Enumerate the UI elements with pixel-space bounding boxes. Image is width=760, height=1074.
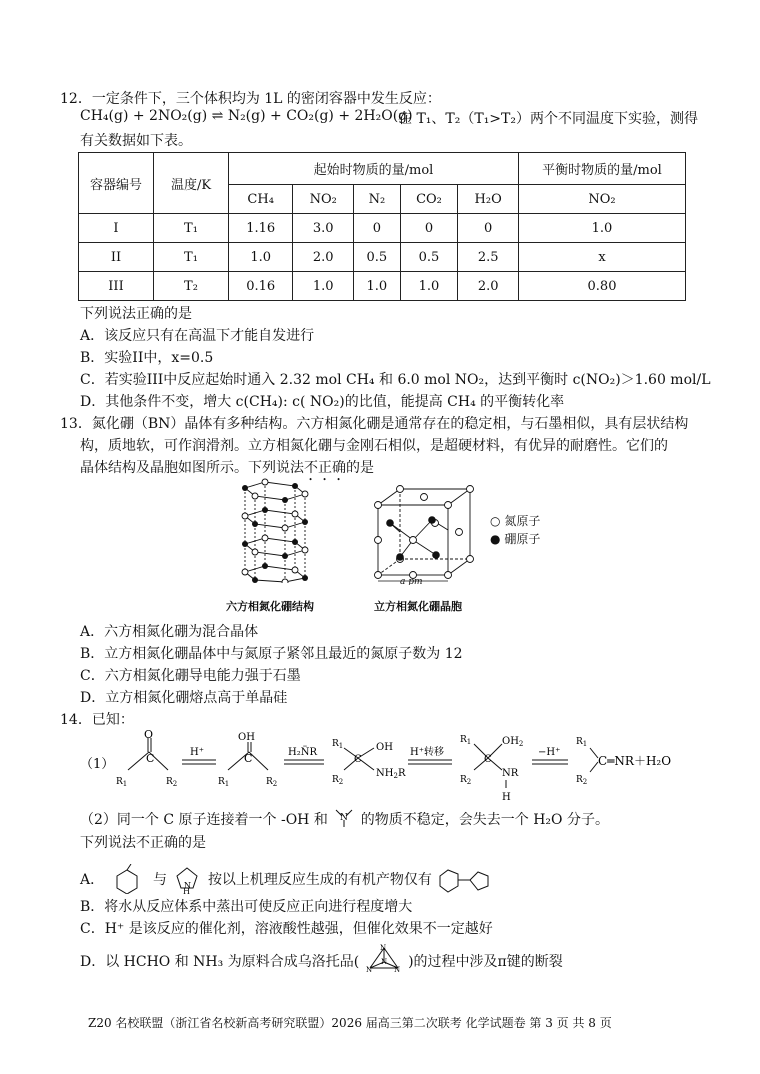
q14-stem: 14．已知： (60, 712, 134, 728)
open-circle-icon: ○ (490, 514, 501, 528)
q13-line3-text: 晶体结构及晶胞如图所示。下列说法 (80, 460, 304, 476)
cell: 0.80 (519, 272, 686, 301)
cell: x (519, 243, 686, 272)
q14-part2 (80, 808, 609, 829)
cell: 3.0 (293, 214, 354, 243)
svg-text:OH: OH (238, 732, 255, 743)
urotropine-icon (364, 944, 404, 976)
legend-boron-label: 硼原子 (504, 532, 541, 546)
q12-stem3: 有关数据如下表。 (80, 133, 192, 149)
q13-option-d: D．立方相氮化硼熔点高于单晶硅 (80, 690, 288, 706)
cell: 2.0 (293, 243, 354, 272)
svg-text:OH2: $OH_2$ (502, 736, 524, 748)
q13-option-a: A．六方相氮化硼为混合晶体 (80, 624, 259, 640)
arrow-label-4: −H⁺ (538, 747, 561, 758)
svg-text:N: N (380, 958, 387, 966)
col-no2: NO₂ (293, 185, 354, 214)
legend-nitrogen (490, 512, 540, 529)
cell: 2.5 (458, 243, 519, 272)
q14-part2-text-end: 的物质不稳定，会失去一个 H₂O 分子。 (360, 812, 609, 828)
q14-option-a (80, 864, 496, 894)
col-h2o: H₂O (458, 185, 519, 214)
col-n2: N₂ (354, 185, 401, 214)
cell: 1.0 (519, 214, 686, 243)
col-ch4: CH₄ (229, 185, 293, 214)
cell: 1.16 (229, 214, 293, 243)
svg-text:N: N (340, 813, 349, 823)
table-row (79, 214, 686, 243)
pyrrolidine-icon (171, 864, 203, 894)
q13-line1: 13．氮化硼（BN）晶体有多种结构。六方相氮化硼是通常存在的稳定相，与石墨相似，具有层状结构 (60, 416, 689, 432)
svg-text:R2: $R_2$ (332, 775, 344, 786)
svg-text:C: C (244, 752, 253, 765)
cell: 1.0 (400, 272, 458, 301)
legend-nitrogen-label: 氮原子 (504, 514, 541, 528)
svg-text:N: N (365, 966, 372, 974)
cell: 0 (400, 214, 458, 243)
svg-text:R2: $R_2$ (266, 777, 278, 788)
q13-emphasis: 不正确 (304, 460, 346, 476)
q13-option-b: B．立方相氮化硼晶体中与氮原子紧邻且最近的氮原子数为 12 (80, 646, 463, 662)
svg-text:R1: $R_1$ (116, 777, 128, 788)
cell: 0 (354, 214, 401, 243)
q14-option-b: B．将水从反应体系中蒸出可使反应正向进行程度增大 (80, 899, 413, 915)
svg-text:R2: $R_2$ (166, 777, 178, 788)
table-row (79, 272, 686, 301)
q12-option-c: C．若实验III中反应起始时通入 2.32 mol CH₄ 和 6.0 mol NO₂，达到平衡时 c(NO₂)＞1.60 mol/L (80, 372, 711, 388)
cell-id: III (79, 272, 154, 301)
svg-text:N: N (184, 881, 192, 890)
q12-stem2: 在 T₁、T₂（T₁>T₂）两个不同温度下实验，测得 (398, 111, 698, 127)
cell-id: I (79, 214, 154, 243)
cyclohexanone-icon (109, 864, 149, 894)
q14-option-a-letter: A． (80, 872, 105, 888)
hexagonal-bn-structure-figure (225, 478, 325, 583)
q13-line2: 构，质地软，可作润滑剂。立方相氮化硼与金刚石相似，是超硬材料，有优异的耐磨性。它们的 (80, 438, 668, 454)
mechanism-scheme (78, 730, 718, 805)
part1-label: （1） (80, 757, 115, 772)
col-co2: CO₂ (400, 185, 458, 214)
q12-prompt: 下列说法正确的是 (80, 306, 192, 322)
cell: 0.16 (229, 272, 293, 301)
cell-temp: T₁ (154, 214, 229, 243)
svg-text:N: N (379, 944, 386, 952)
q12-stem: 12．一定条件下，三个体积均为 1L 的密闭容器中发生反应： (60, 91, 441, 107)
cubic-bn-caption: 立方相氮化硼晶胞 (374, 600, 462, 613)
cell: 0.5 (354, 243, 401, 272)
cubic-bn-unit-cell-figure (370, 485, 480, 585)
svg-text:R1: $R_1$ (460, 735, 472, 746)
q14-prompt: 下列说法不正确的是 (80, 835, 206, 851)
svg-text:NH2R: $NH_2R$ (376, 768, 406, 780)
q12-table (78, 152, 686, 301)
svg-text:R1: $R_1$ (218, 777, 230, 788)
svg-text:NR: NR (502, 768, 519, 779)
table-row (79, 243, 686, 272)
svg-text:R2: $R_2$ (460, 775, 472, 786)
svg-text:N: N (393, 966, 400, 974)
filled-circle-icon: ● (490, 532, 501, 546)
cell-temp: T₁ (154, 243, 229, 272)
q14-option-d-text: D．以 HCHO 和 NH₃ 为原料合成乌洛托品( (80, 954, 360, 970)
hexagonal-bn-caption: 六方相氮化硼结构 (226, 600, 314, 613)
legend-boron (490, 530, 540, 547)
q12-equation: CH₄(g) + 2NO₂(g) ⇌ N₂(g) + CO₂(g) + 2H₂O(g) (80, 108, 413, 124)
svg-text:C: C (484, 754, 492, 765)
cell-temp: T₂ (154, 272, 229, 301)
cell: 1.0 (293, 272, 354, 301)
svg-text:H: H (502, 792, 511, 803)
q12-option-d: D．其他条件不变，增大 c(CH₄): c( NO₂)的比值，能提高 CH₄ 的平衡转化率 (80, 394, 565, 410)
page-footer: Z20 名校联盟（浙江省名校新高考研究联盟）2026 届高三第二次联考 化学试题卷 第 3 页 共 8 页 (88, 1016, 612, 1030)
svg-text:O: O (144, 730, 154, 741)
cell: 0 (458, 214, 519, 243)
header-container: 容器编号 (79, 153, 154, 214)
svg-text:H: H (183, 887, 191, 894)
q13-option-c: C．六方相氮化硼导电能力强于石墨 (80, 668, 301, 684)
q14-option-a-and: 与 (153, 872, 168, 888)
svg-text:OH: OH (376, 742, 393, 753)
enamine-product-icon (436, 864, 496, 894)
col-eq-no2: NO₂ (519, 185, 686, 214)
q12-option-a: A．该反应只有在高温下才能自发进行 (80, 328, 315, 344)
arrow-label-1: H⁺ (190, 747, 204, 758)
svg-text:C: C (146, 752, 155, 765)
svg-text:R1: $R_1$ (332, 739, 344, 750)
svg-text:C: C (354, 754, 362, 765)
svg-text:R2: $R_2$ (576, 775, 588, 786)
cell: 1.0 (229, 243, 293, 272)
dimension-label: a pm (400, 577, 423, 585)
arrow-label-3: H⁺转移 (410, 747, 444, 758)
q14-option-a-text: 按以上机理反应生成的有机产物仅有 (207, 872, 432, 888)
header-start-amount: 起始时物质的量/mol (229, 153, 519, 185)
amine-fragment-icon (332, 808, 356, 828)
header-temperature: 温度/K (154, 153, 229, 214)
q14-option-d-end: )的过程中涉及π键的断裂 (408, 954, 563, 970)
q13-line3-end: 的是 (346, 460, 374, 476)
svg-text:R1: $R_1$ (576, 737, 588, 748)
product-formula: C═NR＋H₂O (598, 754, 672, 768)
cell: 0.5 (400, 243, 458, 272)
q14-part2-text: （2）同一个 C 原子连接着一个 -OH 和 (80, 812, 328, 828)
q14-option-c: C．H⁺ 是该反应的催化剂，溶液酸性越强，但催化效果不一定越好 (80, 921, 493, 937)
cell-id: II (79, 243, 154, 272)
cell: 2.0 (458, 272, 519, 301)
cell: 1.0 (354, 272, 401, 301)
q14-option-d (80, 944, 563, 976)
q12-option-b: B．实验II中，x=0.5 (80, 350, 214, 366)
header-equilibrium-amount: 平衡时物质的量/mol (519, 153, 686, 185)
arrow-label-2: H₂N̈R (288, 747, 318, 758)
